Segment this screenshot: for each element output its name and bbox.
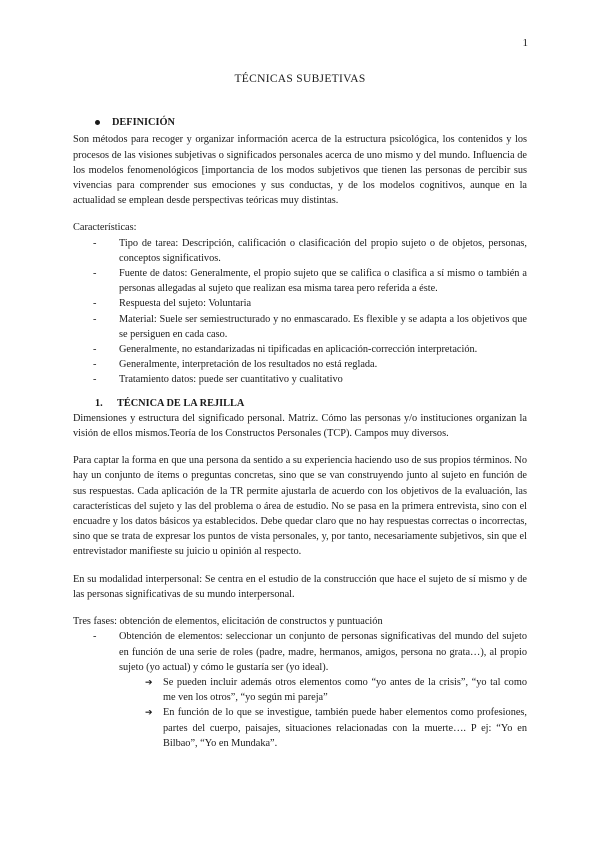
rejilla-number: 1. — [95, 397, 103, 409]
definicion-paragraph: Son métodos para recoger y organizar información acerca de la estructura psicológica, los contenidos y los procesos de las visiones subjetivas o significados personales acerca de uno mismo y del mundo. Influencia de los modelos fenomenológicos [importancia de los modos subjetivos que tienen las personas de percibir sus vivencias para comprender sus emociones y sus conductas, y de los modelos cognitivos, aunque en la actualidad se emplean desde perspectivas teóricas muy distintas. — [73, 134, 527, 207]
list-item: - Tipo de tarea: Descripción, calificación o clasificación del propio sujeto o de objetos, personas, conceptos significativos. — [93, 236, 527, 266]
rejilla-heading — [95, 396, 527, 411]
fases-label: Tres fases: obtención de elementos, elicitación de constructos y puntuación — [73, 616, 383, 628]
document-title: TÉCNICAS SUBJETIVAS — [234, 73, 366, 85]
fase-1-text: Obtención de elementos: seleccionar un conjunto de personas significativas del mundo del sujeto en función de una serie de roles (padre, madre, hermanos, amigos, persona no grata…), al propio sujeto (yo actual) y cómo le gustaría ser (yo ideal). — [119, 631, 527, 673]
fases-list — [73, 629, 527, 751]
list-item: - Tratamiento datos: puede ser cuantitativo y cualitativo — [93, 372, 527, 387]
fase-1-sublist — [119, 675, 527, 751]
caracteristicas-list — [73, 236, 527, 388]
rejilla-intro: Dimensiones y estructura del significado personal. Matriz. Cómo las personas y/o instituciones organizan la visión de ellos mismos.Teoría de los Constructos Personales (TCP). Campos muy diversos. — [73, 412, 527, 440]
sub-list-item: ➔ Se pueden incluir además otros elementos como “yo antes de la crisis”, “yo tal como me ven los otros”, “yo según mi pareja” — [145, 675, 527, 705]
caracteristicas-label: Características: — [73, 222, 137, 234]
bullet-icon — [95, 120, 100, 125]
definicion-heading-text: DEFINICIÓN — [112, 117, 175, 129]
definicion-heading — [95, 115, 527, 130]
list-item: - Material: Suele ser semiestructurado y no enmascarado. Es flexible y se adapta a los objetivos que se persiguen en cada caso. — [93, 312, 527, 342]
rejilla-paragraph-3: En su modalidad interpersonal: Se centra en el estudio de la construcción que hace el sujeto de sí mismo y de las personas significativas de su mundo interpersonal. — [73, 573, 527, 600]
list-item: - Generalmente, interpretación de los resultados no está reglada. — [93, 357, 527, 372]
list-item: - Generalmente, no estandarizadas ni tipificadas en aplicación-corrección interpretación. — [93, 342, 527, 357]
list-item: - Fuente de datos: Generalmente, el propio sujeto que se califica o clasifica a sí mismo o también a personas allegadas al sujeto que realizan esa misma tarea pero referida a éste. — [93, 266, 527, 296]
list-item — [93, 629, 527, 751]
page-number: 1 — [522, 37, 528, 49]
rejilla-paragraph-2: Para captar la forma en que una persona da sentido a su experiencia haciendo uso de sus propios términos. No hay un conjunto de ítems o preguntas concretas, sino que se van construyendo junto al sujeto en función de sus respuestas. Cada aplicación de la TR permite ajustarla de acuerdo con los objetivos de la evaluación, las características del sujeto y las del problema o área de estudio. No se pasa en la primera entrevista, sino con el encuadre y los datos básicos ya establecidos. Debe quedar claro que no hay respuestas correctas o incorrectas, sino que se trata de expresar los puntos de vista personales, y, por tanto, necesariamente subjetivos, sin que el entrevistador manifieste su juicio u opinión al respecto. — [73, 455, 527, 558]
sub-list-item: ➔ En función de lo que se investigue, también puede haber elementos como profesiones, partes del cuerpo, paisajes, situaciones relacionadas con la muerte…. P ej: “Yo en Bilbao”, “Yo en Mundaka”. — [145, 705, 527, 751]
page-content — [73, 72, 527, 751]
rejilla-heading-text: TÉCNICA DE LA REJILLA — [117, 397, 245, 409]
list-item: - Respuesta del sujeto: Voluntaria — [93, 296, 527, 311]
